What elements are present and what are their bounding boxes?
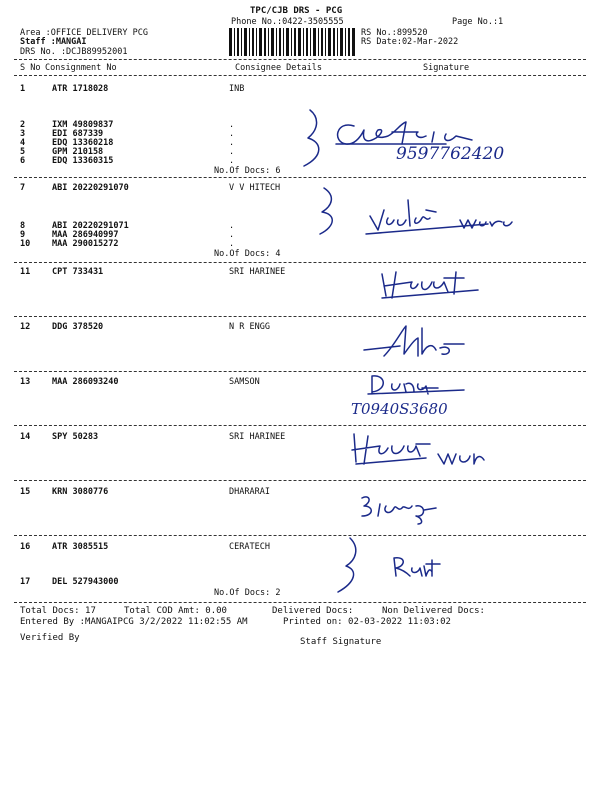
row-consignee: . <box>229 221 235 231</box>
group-divider <box>14 177 586 178</box>
barcode <box>229 28 355 56</box>
row-consignment: DEL 527943000 <box>52 577 119 587</box>
row-consignee: . <box>229 147 235 157</box>
column-consignment: Consignment No <box>45 63 117 73</box>
row-consignee: . <box>229 230 235 240</box>
row-consignee: SRI HARINEE <box>229 432 286 442</box>
signature-handwritten <box>360 320 470 364</box>
row-consignment: MAA 286940997 <box>52 230 119 240</box>
row-consignee: SAMSON <box>229 377 260 387</box>
row-sno: 17 <box>20 577 31 587</box>
column-sno: S No <box>20 63 41 73</box>
row-consignee: . <box>229 239 235 249</box>
column-consignee: Consignee Details <box>235 63 322 73</box>
row-sno: 5 <box>20 147 26 157</box>
row-consignment: EDQ 13360218 <box>52 138 114 148</box>
row-consignment: MAA 286093240 <box>52 377 119 387</box>
row-consignee: . <box>229 129 235 139</box>
row-consignee: CERATECH <box>229 542 270 552</box>
drs-number: DRS No. :DCJB89952001 <box>20 47 128 57</box>
non-delivered-docs: Non Delivered Docs: <box>382 606 485 616</box>
total-docs: Total Docs: 17 <box>20 606 96 616</box>
row-consignee: . <box>229 138 235 148</box>
delivered-docs: Delivered Docs: <box>272 606 354 616</box>
row-consignment: IXM 49809837 <box>52 120 114 130</box>
row-consignment: EDQ 13360315 <box>52 156 114 166</box>
row-consignee: SRI HARINEE <box>229 267 286 277</box>
docs-count: No.Of Docs: 4 <box>214 249 281 259</box>
row-consignment: ABI 20220291070 <box>52 183 129 193</box>
signature-handwritten <box>356 490 446 526</box>
verified-by: Verified By <box>20 633 80 643</box>
handwritten-phone: T0940S3680 <box>351 400 448 418</box>
row-sno: 4 <box>20 138 26 148</box>
group-divider <box>14 425 586 426</box>
row-sno: 10 <box>20 239 31 249</box>
row-consignment: DDG 378520 <box>52 322 104 332</box>
row-sno: 2 <box>20 120 26 130</box>
row-sno: 8 <box>20 221 26 231</box>
row-consignee: N R ENGG <box>229 322 270 332</box>
group-divider <box>14 262 586 263</box>
docs-count: No.Of Docs: 6 <box>214 166 281 176</box>
row-consignment: MAA 290015272 <box>52 239 119 249</box>
row-sno: 1 <box>20 84 26 94</box>
document-title: TPC/CJB DRS - PCG <box>250 6 343 16</box>
row-sno: 13 <box>20 377 31 387</box>
docs-count: No.Of Docs: 2 <box>214 588 281 598</box>
barcode-graphic <box>229 28 355 56</box>
total-cod: Total COD Amt: 0.00 <box>124 606 227 616</box>
signature-handwritten <box>318 184 528 240</box>
row-consignment: CPT 733431 <box>52 267 104 277</box>
row-consignee: INB <box>229 84 245 94</box>
staff-signature-label: Staff Signature <box>300 637 382 647</box>
header-divider-bottom <box>14 75 586 76</box>
signature-handwritten <box>378 268 488 302</box>
row-sno: 6 <box>20 156 26 166</box>
row-sno: 7 <box>20 183 26 193</box>
row-consignment: SPY 50283 <box>52 432 99 442</box>
row-sno: 16 <box>20 542 31 552</box>
row-consignee: . <box>229 120 235 130</box>
rs-number: RS No.:899520 <box>361 28 428 38</box>
group-divider <box>14 535 586 536</box>
column-signature: Signature <box>423 63 470 73</box>
row-sno: 14 <box>20 432 31 442</box>
row-consignee: DHARARAI <box>229 487 270 497</box>
row-consignee: . <box>229 156 235 166</box>
signature-handwritten <box>336 536 446 596</box>
rs-date: RS Date:02-Mar-2022 <box>361 37 459 47</box>
row-consignment: GPM 210158 <box>52 147 104 157</box>
header-divider-top <box>14 59 586 60</box>
group-divider <box>14 316 586 317</box>
signature-handwritten <box>350 430 490 470</box>
row-consignment: KRN 3080776 <box>52 487 109 497</box>
entered-by: Entered By :MANGAIPCG 3/2/2022 11:02:55 AM <box>20 617 248 627</box>
group-divider <box>14 371 586 372</box>
group-divider <box>14 480 586 481</box>
area-label: Area :OFFICE DELIVERY PCG <box>20 28 148 38</box>
footer-divider <box>14 602 586 603</box>
signature-handwritten <box>364 372 474 398</box>
row-sno: 11 <box>20 267 31 277</box>
row-consignment: ABI 20220291071 <box>52 221 129 231</box>
staff-label: Staff :MANGAI <box>20 37 87 47</box>
phone-number: Phone No.:0422-3505555 <box>231 17 344 27</box>
printed-on: Printed on: 02-03-2022 11:03:02 <box>283 617 451 627</box>
row-consignee: V V HITECH <box>229 183 281 193</box>
row-sno: 15 <box>20 487 31 497</box>
row-consignment: ATR 3085515 <box>52 542 109 552</box>
row-sno: 3 <box>20 129 26 139</box>
row-consignment: ATR 1718028 <box>52 84 109 94</box>
handwritten-phone: 9597762420 <box>396 144 505 164</box>
row-sno: 9 <box>20 230 26 240</box>
page-number: Page No.:1 <box>452 17 504 27</box>
row-consignment: EDI 687339 <box>52 129 104 139</box>
row-sno: 12 <box>20 322 31 332</box>
